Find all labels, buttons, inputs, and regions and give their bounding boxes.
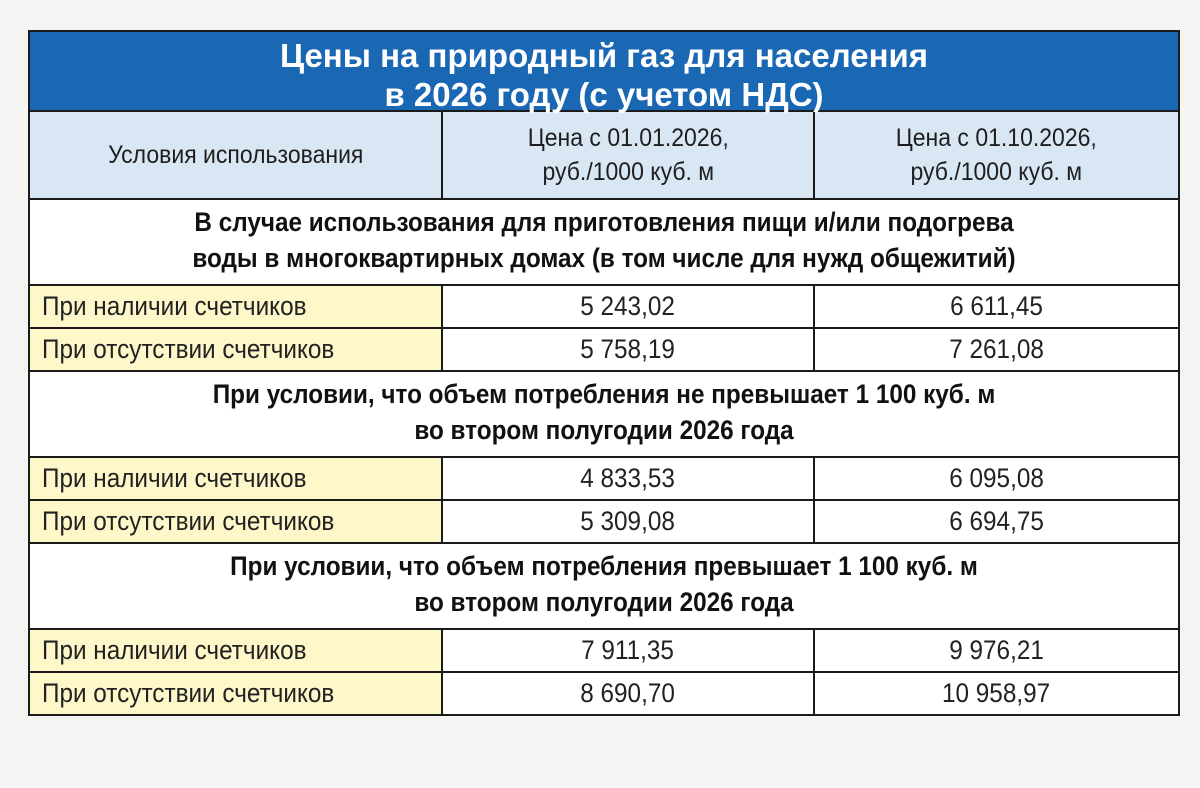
section-heading-line1: При условии, что объем потребления не превышает 1 100 куб. м	[212, 379, 996, 409]
condition-cell: При отсутствии счетчиков	[30, 673, 441, 714]
price-oct-cell: 6 694,75	[813, 501, 1178, 542]
price-oct-cell: 6 611,45	[813, 286, 1178, 327]
price-jan-cell: 7 911,35	[441, 630, 813, 671]
section-heading-over-limit	[30, 542, 1178, 628]
price-oct-cell: 9 976,21	[813, 630, 1178, 671]
header-price-oct-line2: руб./1000 куб. м	[910, 158, 1083, 186]
price-jan-cell: 5 309,08	[441, 501, 813, 542]
table-row	[30, 628, 1178, 671]
price-oct-cell: 10 958,97	[813, 673, 1178, 714]
price-jan-cell: 8 690,70	[441, 673, 813, 714]
price-jan-cell: 5 243,02	[441, 286, 813, 327]
section-heading-line2: во втором полугодии 2026 года	[414, 587, 794, 617]
price-table	[28, 30, 1180, 716]
column-headers	[30, 110, 1178, 198]
condition-cell: При наличии счетчиков	[30, 458, 441, 499]
price-jan-cell: 4 833,53	[441, 458, 813, 499]
table-title	[30, 32, 1178, 113]
price-jan-cell: 5 758,19	[441, 329, 813, 370]
table-row	[30, 671, 1178, 714]
condition-cell: При отсутствии счетчиков	[30, 329, 441, 370]
header-price-jan	[441, 112, 813, 198]
section-heading-line1: При условии, что объем потребления превышает 1 100 куб. м	[230, 551, 978, 581]
price-oct-cell: 7 261,08	[813, 329, 1178, 370]
price-oct-cell: 6 095,08	[813, 458, 1178, 499]
section-heading-cooking	[30, 198, 1178, 284]
header-price-oct	[813, 112, 1178, 198]
table-row	[30, 327, 1178, 370]
section-heading-line2: воды в многоквартирных домах (в том числе для нужд общежитий)	[192, 243, 1016, 273]
table-row	[30, 499, 1178, 542]
table-row	[30, 456, 1178, 499]
header-conditions	[30, 112, 441, 198]
condition-cell: При отсутствии счетчиков	[30, 501, 441, 542]
header-price-jan-line1: Цена с 01.01.2026,	[527, 124, 729, 152]
header-price-jan-line2: руб./1000 куб. м	[542, 158, 714, 186]
header-conditions-label: Условия использования	[107, 141, 364, 169]
title-line-1: Цены на природный газ для населения	[279, 37, 929, 74]
condition-cell: При наличии счетчиков	[30, 286, 441, 327]
title-line-2: в 2026 году (с учетом НДС)	[384, 76, 824, 113]
section-heading-under-limit	[30, 370, 1178, 456]
header-price-oct-line1: Цена с 01.10.2026,	[895, 124, 1098, 152]
condition-cell: При наличии счетчиков	[30, 630, 441, 671]
table-row	[30, 284, 1178, 327]
section-heading-line2: во втором полугодии 2026 года	[414, 415, 794, 445]
section-heading-line1: В случае использования для приготовления пищи и/или подогрева	[194, 207, 1014, 237]
